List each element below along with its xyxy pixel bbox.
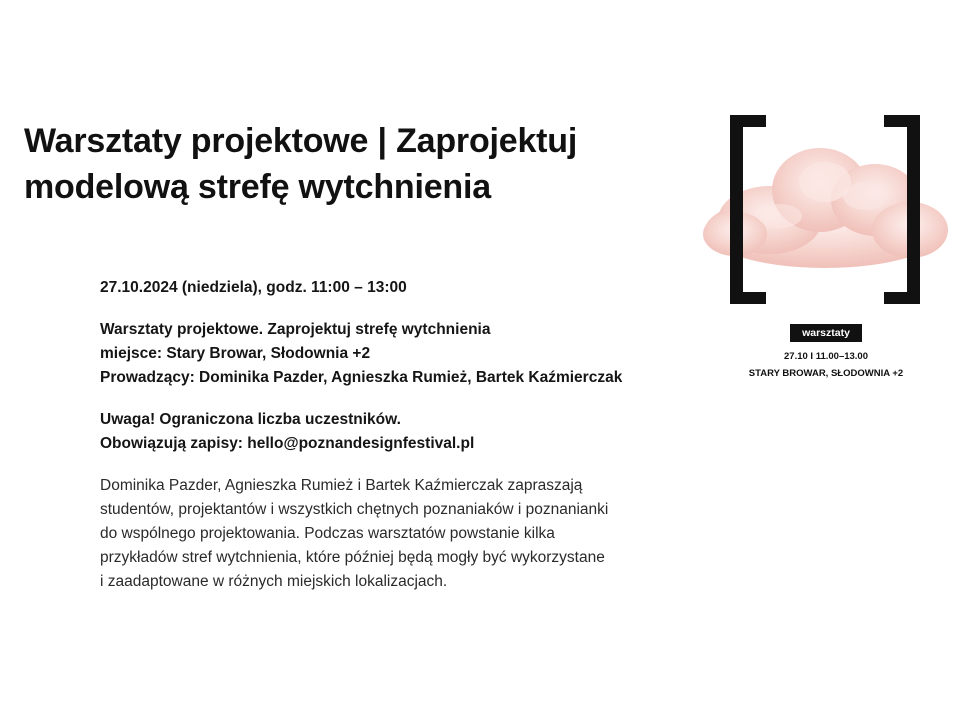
- category-badge: warsztaty: [790, 324, 862, 342]
- event-description-line: Dominika Pazder, Agnieszka Rumież i Bartek Kaźmierczak zapraszają: [100, 477, 583, 494]
- article-content: [100, 276, 700, 612]
- registration-notice: [100, 408, 700, 456]
- page-title: [24, 118, 714, 210]
- event-date: 27.10.2024 (niedziela), godz. 11:00 – 13:00: [100, 279, 407, 296]
- registration-notice-limit: Uwaga! Ograniczona liczba uczestników.: [100, 411, 401, 428]
- page-title-line-1: Warsztaty projektowe | Zaprojektuj: [24, 122, 578, 160]
- event-info-hosts: Prowadzący: Dominika Pazder, Agnieszka Rumież, Bartek Kaźmierczak: [100, 369, 623, 386]
- poster-datetime: 27.10 I 11.00–13.00: [784, 351, 868, 362]
- event-poster-graphic: [700, 112, 950, 312]
- page-title-line-2: modelową strefę wytchnienia: [24, 168, 491, 206]
- bracket-cloud-graphic: [700, 112, 950, 312]
- event-info-name: Warsztaty projektowe. Zaprojektuj strefę wytchnienia: [100, 321, 491, 338]
- event-description-line: do wspólnego projektowania. Podczas warsztatów powstanie kilka: [100, 525, 555, 542]
- event-description: [100, 474, 700, 594]
- poster-venue: STARY BROWAR, SŁODOWNIA +2: [748, 368, 904, 379]
- event-description-line: i zaadaptowane w różnych miejskich lokalizacjach.: [100, 573, 448, 590]
- event-info-venue: miejsce: Stary Browar, Słodownia +2: [100, 345, 371, 362]
- event-description-line: przykładów stref wytchnienia, które później będą mogły być wykorzystane: [100, 549, 605, 566]
- event-description-line: studentów, projektantów i wszystkich chętnych poznaniaków i poznanianki: [100, 501, 609, 518]
- registration-notice-email: Obowiązują zapisy: hello@poznandesignfestival.pl: [100, 435, 475, 452]
- event-info: [100, 318, 700, 390]
